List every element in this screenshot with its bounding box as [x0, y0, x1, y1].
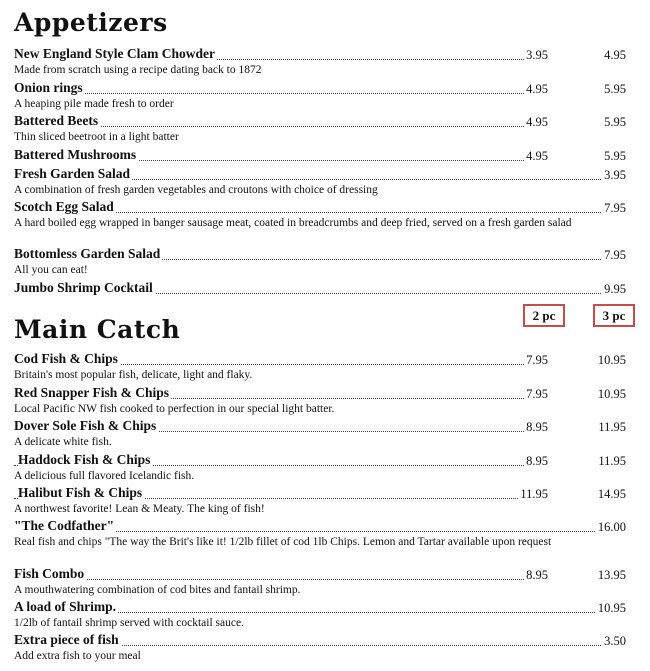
item-line — [14, 166, 626, 183]
item-price-large: 7.95 — [604, 248, 626, 262]
item-line — [14, 518, 626, 535]
item-name: Dover Sole Fish & Chips — [14, 418, 157, 433]
item-line — [14, 385, 626, 402]
main-catch-menu-item — [14, 385, 626, 417]
main-catch-title: Main Catch — [14, 315, 181, 344]
item-name: Jumbo Shrimp Cocktail — [14, 280, 153, 295]
item-price-small: 4.95 — [526, 115, 548, 129]
item-description: Add extra fish to your meal — [14, 650, 141, 662]
item-name: Extra piece of fish — [14, 632, 119, 647]
item-description: 1/2lb of fantail shrimp served with cocktail sauce. — [14, 617, 244, 629]
main-catch-menu-item — [14, 632, 626, 664]
item-description: All you can eat! — [14, 264, 88, 276]
appetizer-menu-item — [14, 280, 626, 297]
appetizer-menu-item — [14, 199, 626, 231]
main-catch-menu-item — [14, 518, 626, 550]
item-name: Battered Beets — [14, 113, 99, 128]
item-price-small: 7.95 — [526, 353, 548, 367]
item-description: Britain's most popular fish, delicate, light and flaky. — [14, 369, 253, 381]
main-catch-menu-item — [14, 418, 626, 450]
item-price-large: 14.95 — [597, 487, 626, 501]
main-catch-menu-item — [14, 485, 626, 517]
item-name: Haddock Fish & Chips — [18, 452, 151, 467]
item-price-large: 10.95 — [597, 601, 626, 615]
item-name: Battered Mushrooms — [14, 147, 137, 162]
item-line — [14, 46, 626, 63]
item-description: A mouthwatering combination of cod bites and fantail shrimp. — [14, 584, 301, 596]
dot-leader — [14, 92, 536, 94]
item-name: Bottomless Garden Salad — [14, 246, 161, 261]
item-price-large: 10.95 — [597, 353, 626, 367]
appetizer-menu-item — [14, 246, 626, 278]
item-price-large: 10.95 — [597, 387, 626, 401]
item-name: Fresh Garden Salad — [14, 166, 131, 181]
item-line — [14, 280, 626, 297]
main-catch-menu-item — [14, 452, 626, 484]
item-line — [14, 418, 626, 435]
item-price-large: 5.95 — [604, 149, 626, 163]
item-price-small: 8.95 — [526, 420, 548, 434]
item-description: A delicate white fish. — [14, 436, 112, 448]
item-line — [14, 485, 626, 502]
item-description: A hard boiled egg wrapped in banger sausage meat, coated in breadcrumbs and deep fried, served on a fresh garden salad — [14, 217, 572, 229]
item-price-small: 3.95 — [526, 48, 548, 62]
item-name: New England Style Clam Chowder — [14, 46, 216, 61]
item-price-large: 11.95 — [598, 454, 626, 468]
item-line — [14, 599, 626, 616]
item-line — [14, 452, 626, 469]
appetizers-title: Appetizers — [14, 8, 168, 37]
item-price-small: 8.95 — [526, 568, 548, 582]
item-price-large: 5.95 — [604, 82, 626, 96]
item-price-small: 4.95 — [526, 82, 548, 96]
appetizer-menu-item — [14, 147, 626, 164]
item-description: A heaping pile made fresh to order — [14, 98, 174, 110]
item-price-small: 7.95 — [526, 387, 548, 401]
dot-leader — [14, 578, 536, 580]
item-price-large: 9.95 — [604, 282, 626, 296]
item-description: Made from scratch using a recipe dating back to 1872 — [14, 64, 262, 76]
item-name: Fish Combo — [14, 566, 85, 581]
item-price-small: 11.95 — [520, 487, 548, 501]
item-price-large: 4.95 — [604, 48, 626, 62]
appetizer-menu-item — [14, 113, 626, 145]
item-name: Red Snapper Fish & Chips — [14, 385, 170, 400]
item-name: Halibut Fish & Chips — [18, 485, 143, 500]
item-name: A load of Shrimp. — [14, 599, 117, 614]
item-price-large: 11.95 — [598, 420, 626, 434]
item-line — [14, 80, 626, 97]
main-catch-menu-item — [14, 566, 626, 598]
appetizer-menu-item — [14, 166, 626, 198]
item-line — [14, 632, 626, 649]
item-price-large: 16.00 — [597, 520, 626, 534]
item-description: A combination of fresh garden vegetables and croutons with choice of dressing — [14, 184, 378, 196]
item-description: Thin sliced beetroot in a light batter — [14, 131, 179, 143]
item-price-large: 7.95 — [604, 201, 626, 215]
item-price-large: 5.95 — [604, 115, 626, 129]
item-description: A northwest favorite! Lean & Meaty. The king of fish! — [14, 503, 265, 515]
main-catch-menu-item — [14, 351, 626, 383]
item-price-small: 8.95 — [526, 454, 548, 468]
item-line — [14, 566, 626, 583]
item-line — [14, 147, 626, 164]
appetizer-menu-item — [14, 80, 626, 112]
appetizer-menu-item — [14, 46, 626, 78]
item-price-large: 3.95 — [604, 168, 626, 182]
item-line — [14, 113, 626, 130]
item-line — [14, 199, 626, 216]
item-line — [14, 246, 626, 263]
item-price-small: 4.95 — [526, 149, 548, 163]
item-line — [14, 351, 626, 368]
item-name: Scotch Egg Salad — [14, 199, 114, 214]
main-catch-menu-item — [14, 599, 626, 631]
item-price-large: 13.95 — [597, 568, 626, 582]
item-description: Local Pacific NW fish cooked to perfection in our special light batter. — [14, 403, 335, 415]
item-name: "The Codfather" — [14, 518, 115, 533]
item-description: A delicious full flavored Icelandic fish. — [14, 470, 195, 482]
item-price-large: 3.50 — [604, 634, 626, 648]
item-description: Real fish and chips "The way the Brit's like it! 1/2lb fillet of cod 1lb Chips. Lemon and Tartar available upon request — [14, 536, 552, 548]
size-label-2pc: 2 pc — [523, 304, 565, 327]
size-label-3pc: 3 pc — [593, 304, 635, 327]
item-name: Onion rings — [14, 80, 83, 95]
item-name: Cod Fish & Chips — [14, 351, 118, 366]
